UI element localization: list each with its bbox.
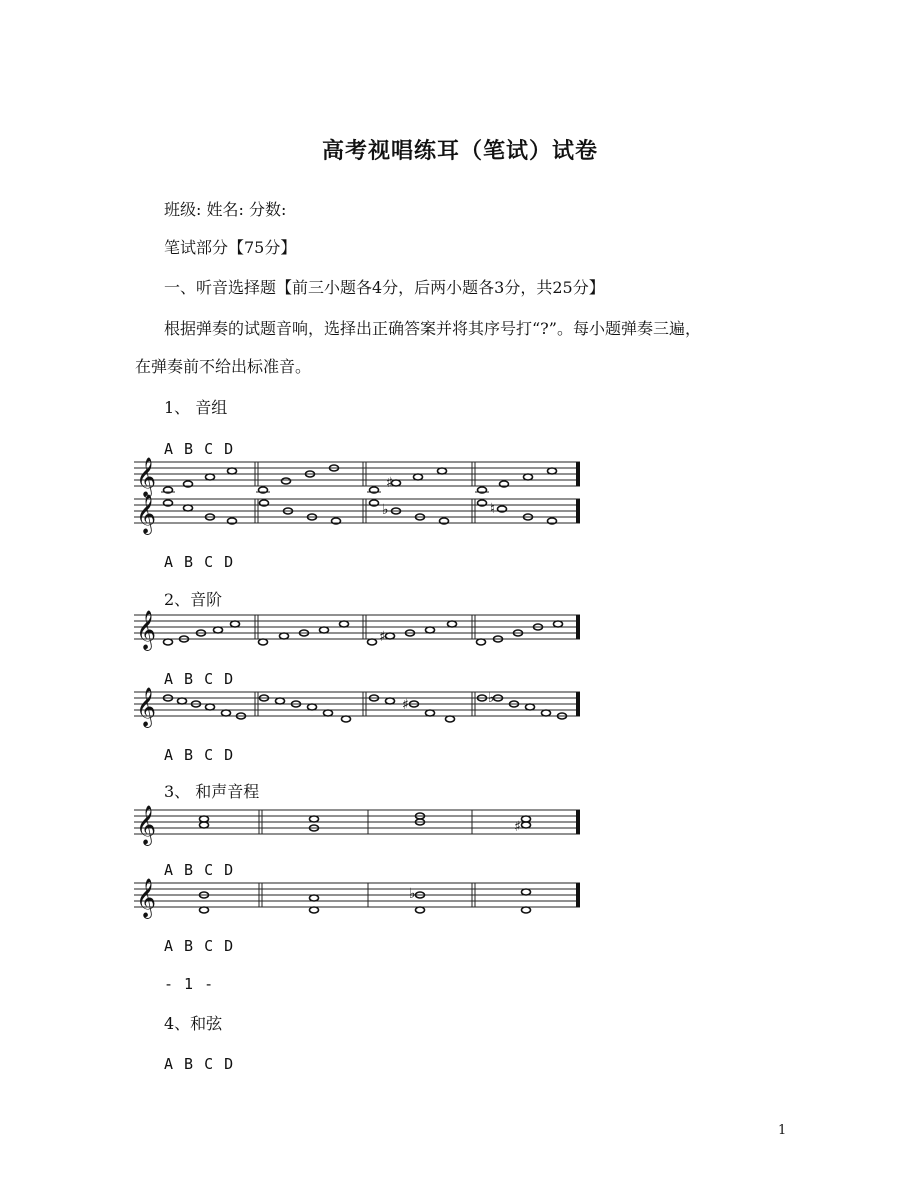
treble-clef-icon: 𝄞 [136,610,157,650]
question2-label: 2、音阶 [164,590,223,609]
question3-label: 3、 和声音程 [164,782,260,801]
treble-clef-icon: 𝄞 [136,805,157,845]
choices-label: A B C D [164,746,235,764]
music-staff-icon [134,879,582,917]
music-staff-icon [134,688,582,728]
svg-text:♯: ♯ [379,629,386,645]
treble-clef-icon: 𝄞 [136,687,157,727]
music-staff-icon [134,494,582,534]
choices-label: A B C D [164,440,235,458]
page-number: 1 [778,1123,787,1138]
svg-text:♯: ♯ [402,697,409,713]
svg-text:♯: ♯ [386,475,393,491]
treble-clef-icon: 𝄞 [136,494,157,534]
choices-label: A B C D [164,861,235,879]
instructions-line1: 根据弹奏的试题音响，选择出正确答案并将其序号打“?”。每小题弹奏三遍， [164,319,701,338]
svg-text:♮: ♮ [490,501,496,517]
music-staff-icon [134,805,582,845]
page-footer-center: - 1 - [164,975,215,993]
choices-label: A B C D [164,1055,235,1073]
treble-clef-icon: 𝄞 [136,878,157,918]
header-line: 班级: 姓名: 分数: [164,200,287,219]
treble-clef-icon: 𝄞 [136,457,157,497]
music-staff-icon [134,611,582,649]
svg-text:♭: ♭ [382,502,389,518]
choices-label: A B C D [164,937,235,955]
question4-label: 4、和弦 [164,1014,223,1033]
music-staff-icon [134,458,582,498]
instructions-line2: 在弹奏前不给出标准音。 [135,357,312,376]
choices-label: A B C D [164,553,235,571]
svg-text:♭: ♭ [488,690,495,706]
question1-label: 1、 音组 [164,398,228,417]
svg-text:♯: ♯ [514,819,521,835]
svg-text:♭: ♭ [409,886,416,902]
section-heading: 笔试部分【75分】 [164,238,297,257]
page-title: 高考视唱练耳（笔试）试卷 [321,138,598,164]
part1-heading: 一、听音选择题【前三小题各4分，后两小题各3分，共25分】 [164,278,605,297]
choices-label: A B C D [164,670,235,688]
